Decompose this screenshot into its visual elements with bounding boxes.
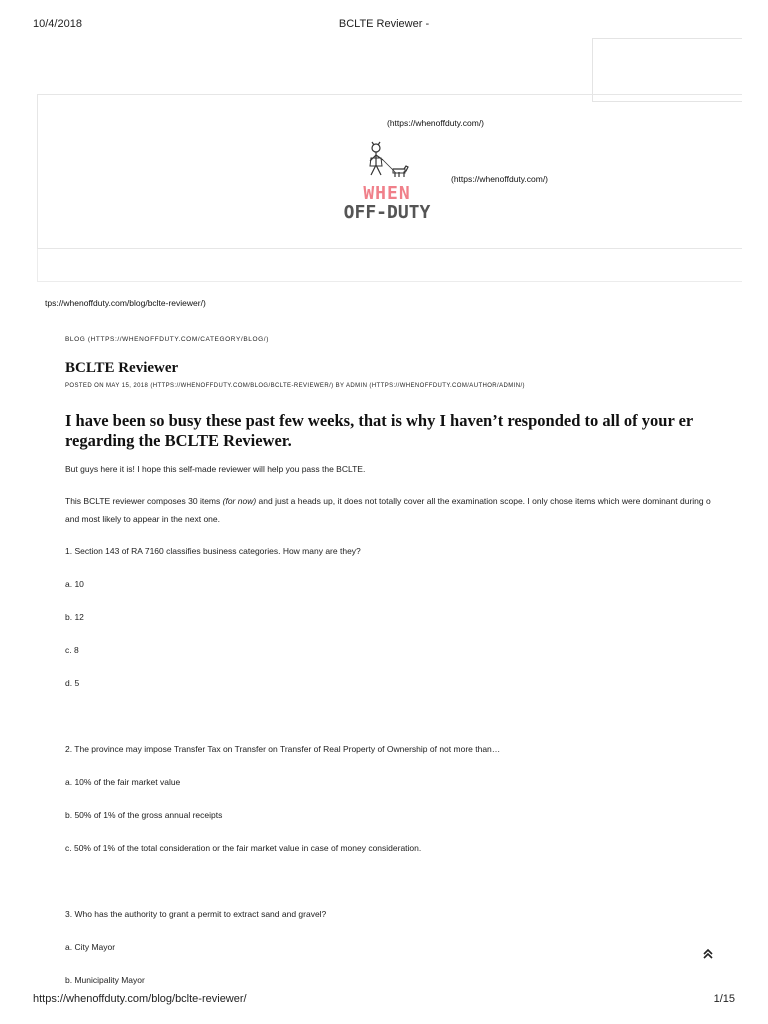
lead-line-2: regarding the BCLTE Reviewer. (65, 431, 292, 450)
navigation-bar (37, 249, 742, 282)
print-date: 10/4/2018 (33, 18, 82, 30)
lead-paragraph (65, 411, 742, 451)
question-2-option-b: b. 50% of 1% of the gross annual receipts (65, 810, 223, 820)
question-3: 3. Who has the authority to grant a permit to extract sand and gravel? (65, 909, 327, 919)
scope-paragraph (65, 496, 711, 506)
post-content (65, 336, 742, 996)
print-footer-url: https://whenoffduty.com/blog/bclte-reviewer/ (33, 993, 247, 1005)
question-1: 1. Section 143 of RA 7160 classifies business categories. How many are they? (65, 546, 361, 556)
back-to-top-button[interactable] (699, 945, 717, 963)
scope-text-start: This BCLTE reviewer composes 30 items (65, 496, 223, 506)
logo-text-when: WHEN (363, 183, 411, 204)
lead-line-1: I have been so busy these past few weeks, that is why I haven’t responded to all of your er (65, 411, 694, 430)
question-1-option-c: c. 8 (65, 645, 79, 655)
scope-paragraph-line-2: and most likely to appear in the next one. (65, 514, 220, 524)
double-chevron-up-icon (699, 945, 717, 963)
question-3-option-a: a. City Mayor (65, 942, 116, 952)
header-widget-box (592, 38, 742, 102)
page-url[interactable]: tps://whenoffduty.com/blog/bclte-reviewer/) (45, 298, 206, 308)
site-logo[interactable] (326, 139, 448, 227)
question-2-option-c: c. 50% of 1% of the total consideration or the fair market value in case of money consideration. (65, 843, 422, 853)
intro-paragraph: But guys here it is! I hope this self-made reviewer will help you pass the BCLTE. (65, 464, 366, 474)
person-walking-dog-icon (362, 139, 412, 183)
question-3-option-b: b. Municipality Mayor (65, 975, 145, 985)
logo-link-right[interactable]: (https://whenoffduty.com/) (451, 174, 549, 184)
post-title: BCLTE Reviewer (65, 360, 179, 376)
question-1-option-d: d. 5 (65, 678, 80, 688)
logo-text-off-duty: OFF-DUTY (343, 202, 431, 223)
print-page-number: 1/15 (713, 993, 735, 1005)
question-1-option-b: b. 12 (65, 612, 84, 622)
post-meta[interactable]: POSTED ON MAY 15, 2018 (HTTPS://WHENOFFDUTY.COM/BLOG/BCLTE-REVIEWER/) BY ADMIN (HTTPS://WHENOFFDUTY.COM/AUTHOR/ADMIN/) (65, 383, 525, 389)
print-title: BCLTE Reviewer - (338, 18, 430, 30)
question-1-option-a: a. 10 (65, 579, 84, 589)
category-link[interactable]: BLOG (HTTPS://WHENOFFDUTY.COM/CATEGORY/BLOG/) (65, 336, 269, 343)
question-2: 2. The province may impose Transfer Tax on Transfer on Transfer of Real Property of Ownership of not more than… (65, 744, 501, 754)
logo-link-top[interactable]: (https://whenoffduty.com/) (387, 118, 485, 128)
scope-text-italic: (for now) (222, 496, 257, 506)
scope-text-end: and just a heads up, it does not totally cover all the examination scope. I only chose items which were dominant during o (256, 496, 711, 506)
question-2-option-a: a. 10% of the fair market value (65, 777, 181, 787)
